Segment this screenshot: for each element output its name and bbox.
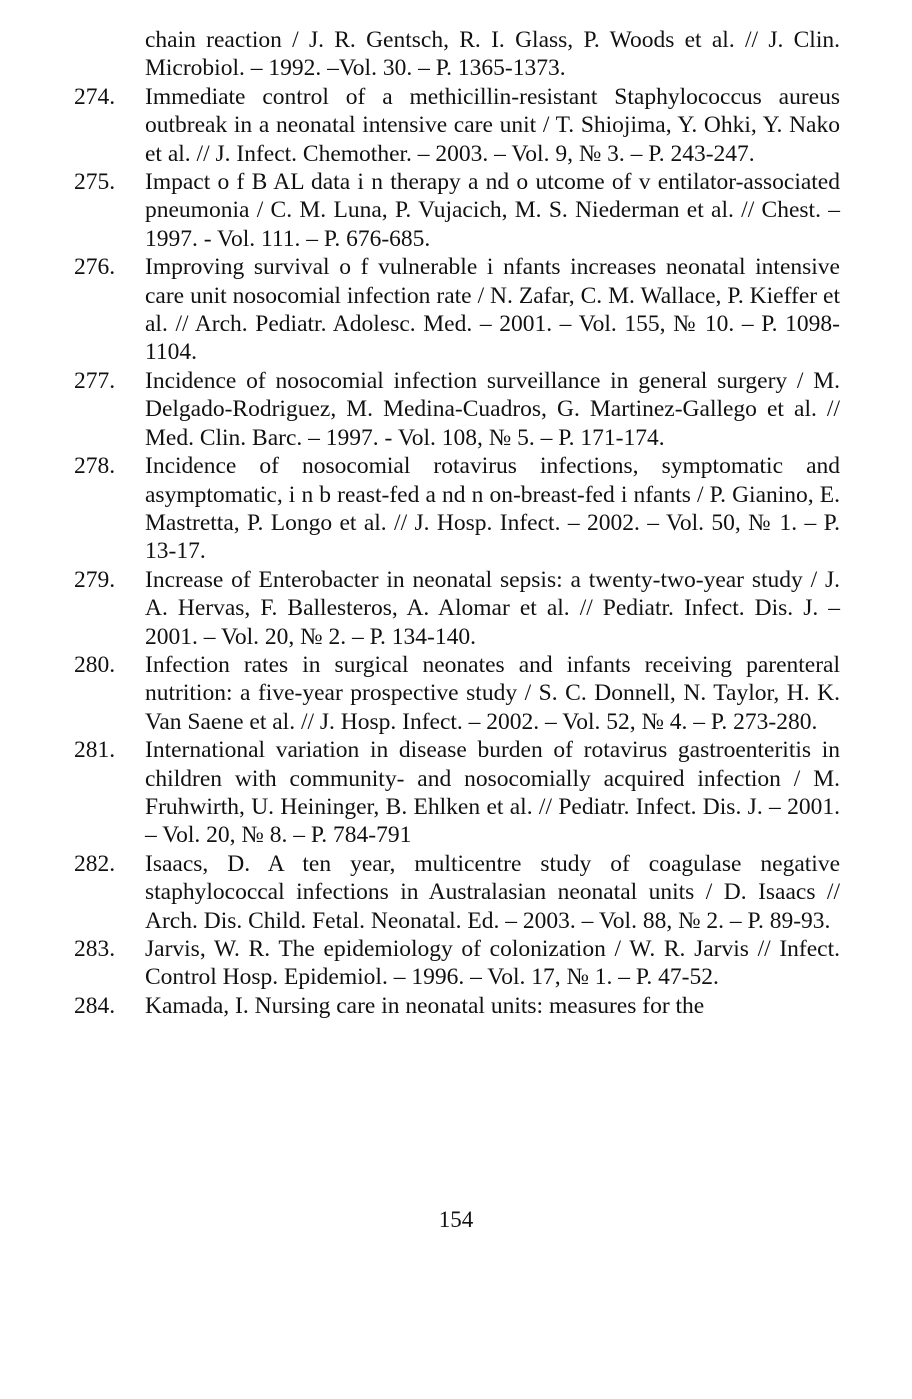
reference-number: 284. <box>74 992 116 1019</box>
reference-item <box>72 26 840 83</box>
reference-item <box>72 367 840 452</box>
reference-item <box>72 253 840 367</box>
reference-item <box>72 850 840 935</box>
reference-text: Immediate control of a methicillin-resistant Staphylococcus aureus outbreak in a neonatal intensive care unit / T. Shiojima, Y. Ohki, Y. Nako et al. // J. Infect. Chemother. – 2003. – Vol. 9, № 3. – P. 243-247. <box>145 83 840 167</box>
reference-item <box>72 566 840 651</box>
reference-item <box>72 452 840 566</box>
reference-text: Increase of Enterobacter in neonatal sepsis: a twenty-two-year study / J. A. Hervas, F. Ballesteros, A. Alomar et al. // Pediatr. Infect. Dis. J. – 2001. – Vol. 20, № 2. – P. 134-140. <box>145 566 840 650</box>
page-number: 154 <box>438 1207 474 1232</box>
reference-text: Incidence of nosocomial infection surveillance in general surgery / M. Delgado-Rodriguez, M. Medina-Cuadros, G. Martinez-Gallego et al. // Med. Clin. Barc. – 1997. - Vol. 108, № 5. – P. 171-174. <box>145 367 840 451</box>
reference-item <box>72 935 840 992</box>
reference-number: 280. <box>74 651 116 678</box>
reference-item <box>72 736 840 850</box>
reference-text: Isaacs, D. A ten year, multicentre study of coagulase negative staphylococcal infections in Australasian neonatal units / D. Isaacs // Arch. Dis. Child. Fetal. Neonatal. Ed. – 2003. – Vol. 88, № 2. – P. 89-93. <box>145 850 840 934</box>
reference-number: 278. <box>74 453 116 480</box>
reference-text: chain reaction / J. R. Gentsch, R. I. Glass, P. Woods et al. // J. Clin. Microbiol. – 1992. –Vol. 30. – P. 1365-1373. <box>145 27 840 82</box>
reference-number: 281. <box>74 737 116 764</box>
reference-number: 274. <box>74 83 116 110</box>
reference-list <box>72 26 840 1020</box>
reference-number: 282. <box>74 850 116 877</box>
reference-text: Kamada, I. Nursing care in neonatal units: measures for the <box>145 992 705 1019</box>
reference-item <box>72 992 840 1020</box>
reference-item <box>72 168 840 253</box>
reference-text: Incidence of nosocomial rotavirus infections, symptomatic and asymptomatic, i n b reast-fed a nd n on-breast-fed i nfants / P. Gianino, E. Mastretta, P. Longo et al. // J. Hosp. Infect. – 2002. – Vol. 50, № 1. – P. 13-17. <box>145 453 840 565</box>
reference-item <box>72 651 840 736</box>
reference-text: International variation in disease burden of rotavirus gastroenteritis in children with community- and nosocomially acquired infection / M. Fruhwirth, U. Heininger, B. Ehlken et al. // Pediatr. Infect. Dis. J. – 2001. – Vol. 20, № 8. – P. 784-791 <box>145 737 840 849</box>
reference-text: Impact o f B AL data i n therapy a nd o utcome of v entilator-associated pneumonia / C. M. Luna, P. Vujacich, M. S. Niederman et al. // Chest. – 1997. - Vol. 111. – P. 676-685. <box>145 169 840 252</box>
reference-text: Improving survival o f vulnerable i nfants increases neonatal intensive care unit nosocomial infection rate / N. Zafar, C. M. Wallace, P. Kieffer et al. // Arch. Pediatr. Adolesc. Med. – 2001. – Vol. 155, № 10. – P. 1098-1104. <box>145 254 840 366</box>
reference-number: 276. <box>74 254 116 281</box>
reference-text: Infection rates in surgical neonates and infants receiving parenteral nutrition: a five-year prospective study / S. C. Donnell, N. Taylor, H. K. Van Saene et al. // J. Hosp. Infect. – 2002. – Vol. 52, № 4. – P. 273-280. <box>145 651 840 735</box>
reference-number: 279. <box>74 566 116 593</box>
reference-number: 283. <box>74 936 116 962</box>
reference-text: Jarvis, W. R. The epidemiology of colonization / W. R. Jarvis // Infect. Control Hosp. Epidemiol. – 1996. – Vol. 17, № 1. – P. 47-52. <box>145 936 840 991</box>
reference-item <box>72 83 840 168</box>
reference-number: 275. <box>74 169 116 196</box>
reference-number: 277. <box>74 367 116 394</box>
